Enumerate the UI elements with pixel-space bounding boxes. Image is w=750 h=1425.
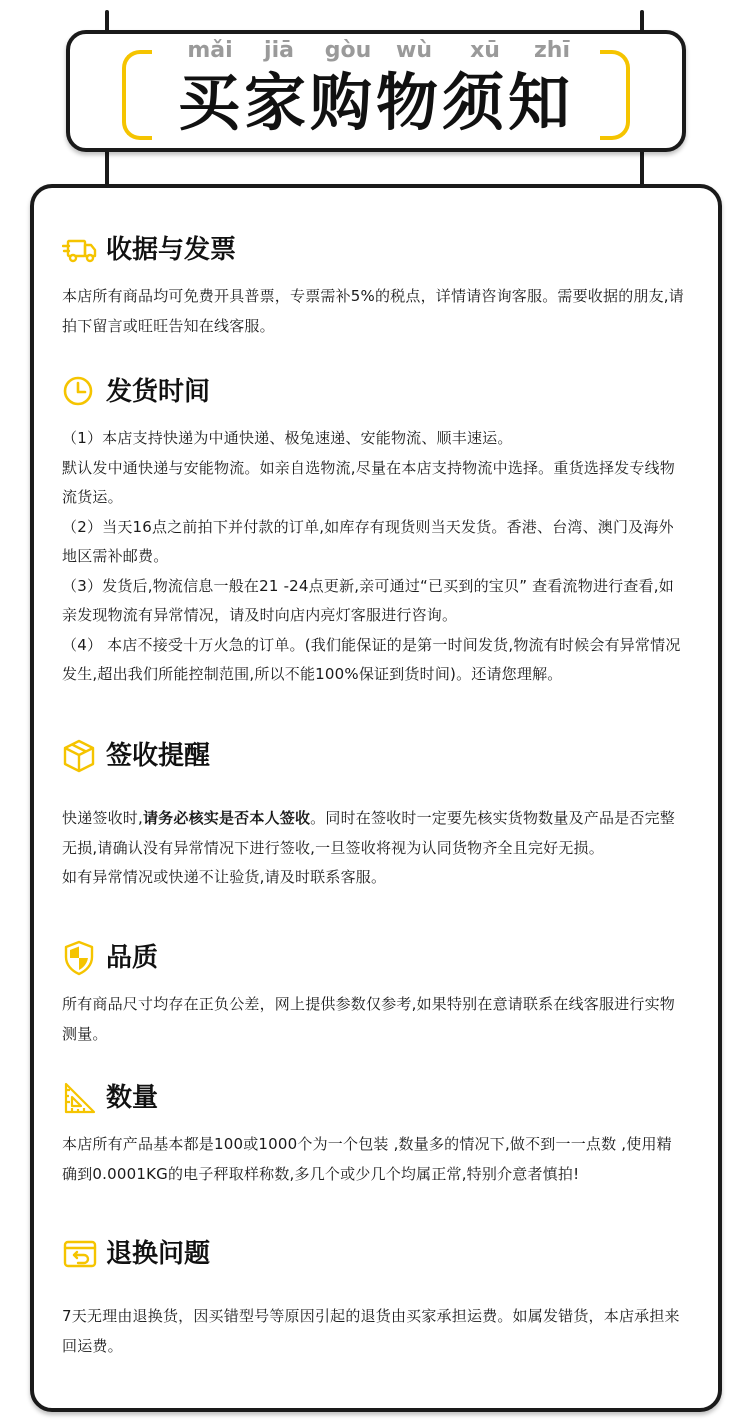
title-sign: [66, 30, 686, 152]
clock-icon: [62, 374, 98, 410]
section-title: 品质: [106, 943, 159, 973]
section-title: 数量: [106, 1083, 159, 1113]
paragraph: 所有商品尺寸均存在正负公差，网上提供参数仅参考,如果特别在意请联系在线客服进行实物测量。: [62, 995, 675, 1043]
paragraph: （1）本店支持快递为中通快递、极兔速递、安能物流、顺丰速运。: [62, 429, 513, 447]
pinyin-4: wù: [396, 38, 432, 63]
notice-card: [30, 184, 722, 1412]
truck-icon: [62, 232, 98, 268]
pinyin-5: xū: [470, 38, 500, 63]
return-tray-icon: [62, 1236, 98, 1272]
pinyin-6: zhī: [533, 38, 570, 63]
section-quality: [62, 940, 684, 1049]
pinyin-2: jiā: [264, 38, 294, 63]
paragraph: 如有异常情况或快递不让验货,请及时联系客服。: [62, 868, 387, 886]
paragraph: 快递签收时,请务必核实是否本人签收。同时在签收时一定要先核实货物数量及产品是否完整无损,请确认没有异常情况下进行签收,一旦签收将视为认同货物齐全且完好无损。: [62, 809, 675, 857]
paragraph: 本店所有产品基本都是100或1000个为一个包装 ,数量多的情况下,做不到一一点数 ,使用精确到0.0001KG的电子秤取样称数,多几个或少几个均属正常,特别介意者慎拍!: [62, 1135, 672, 1183]
paragraph: （4） 本店不接受十万火急的订单。(我们能保证的是第一时间发货,物流有时候会有异常情况发生,超出我们所能控制范围,所以不能100%保证到货时间)。还请您理解。: [62, 635, 681, 683]
paragraph: 默认发中通快递与安能物流。如亲自选物流,尽量在本店支持物流中选择。重货选择发专线物流货运。: [62, 458, 675, 506]
paragraph: （2）当天16点之前拍下并付款的订单,如库存有现货则当天发货。香港、台湾、澳门及海外地区需补邮费。: [62, 517, 674, 565]
page-title: 买家购物须知: [177, 66, 574, 139]
section-invoice: [62, 232, 684, 341]
shield-icon: [62, 940, 98, 976]
ruler-triangle-icon: [62, 1080, 98, 1116]
section-title: 退换问题: [106, 1239, 211, 1269]
section-returns: [62, 1236, 684, 1361]
paragraph: （3）发货后,物流信息一般在21 -24点更新,亲可通过“已买到的宝贝” 查看流物进行查看,如亲发现物流有异常情况，请及时向店内亮灯客服进行咨询。: [62, 576, 674, 624]
hanger-rod-right-bottom: [640, 148, 644, 188]
section-shipping-time: [62, 374, 684, 690]
package-box-icon: [62, 738, 98, 774]
pinyin-1: mǎi: [187, 38, 233, 63]
section-title: 收据与发票: [106, 235, 237, 265]
paragraph: 7天无理由退换货，因买错型号等原因引起的退货由买家承担运费。如属发错货，本店承担来回运费。: [62, 1307, 680, 1355]
bold-warning: 请务必核实是否本人签收: [142, 809, 311, 827]
section-title: 发货时间: [106, 377, 211, 407]
pinyin-3: gòu: [324, 38, 372, 63]
pinyin-row: [70, 38, 682, 68]
hanger-rod-left-bottom: [105, 148, 109, 188]
paragraph: 本店所有商品均可免费开具普票，专票需补5%的税点，详情请咨询客服。需要收据的朋友,请拍下留言或旺旺告知在线客服。: [62, 287, 684, 335]
section-sign-reminder: [62, 738, 684, 893]
section-quantity: [62, 1080, 684, 1189]
section-title: 签收提醒: [106, 741, 211, 771]
